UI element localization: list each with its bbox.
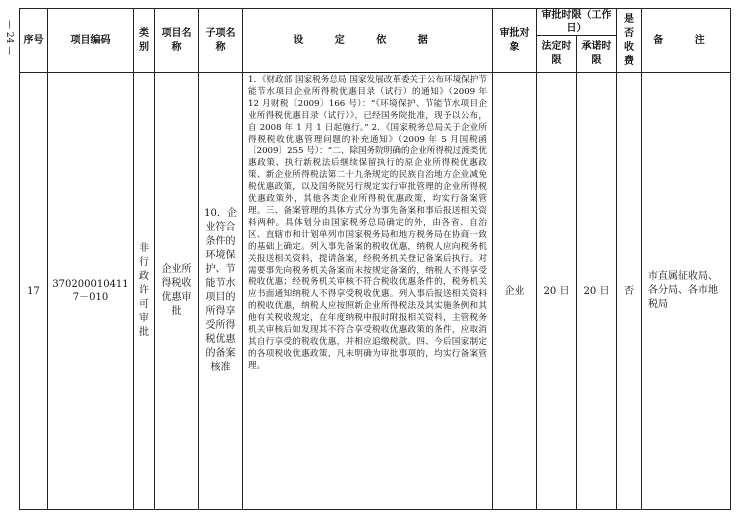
header-remark: 备 注 bbox=[642, 9, 731, 73]
header-category: 类别 bbox=[134, 9, 155, 73]
header-seq: 序号 bbox=[20, 9, 48, 73]
cell-legal-limit: 20 日 bbox=[537, 73, 577, 510]
cell-item-name: 企业所得税收优惠审批 bbox=[155, 73, 199, 510]
page-number: — 24 — bbox=[4, 20, 14, 56]
header-target: 审批对象 bbox=[493, 9, 537, 73]
header-promise-limit: 承诺时限 bbox=[577, 36, 617, 73]
cell-basis: 1．《财政部 国家税务总局 国家发展改革委关于公布环境保护节能节水项目企业所得税优惠目录（试行）的通知》（2009 年 12 月财税〔2009〕166 号）：“《环境保护、节能节水项目企业所得税优惠目录（试行）》，已经国务院批准，现予以公布，自 2008 年 1 月 1 日起施行。” 2．《国家税务总局关于企业所得税税收优惠管理问题的补充通知》（2009 年 5 月国税函〔2009〕255 号）：“二、除国务院明确的企业所得税过渡类优惠政策、执行新税法后继续保留执行的原企业所得税优惠政策、新企业所得税法第二十九条规定的民族自治地方企业减免税优惠政策，以及国务院另行规定实行审批管理的企业所得税优惠政策外，其他各类企业所得税优惠政策，均实行备案管理。三、备案管理的具体方式分为事先备案和事后报送相关资料两种。具体划分由国家税务总局确定的外，由各省、自治区、直辖市和计划单列市国家税务局和地方税务局在协商一致的基础上确定。列入事先备案的税收优惠，纳税人应向税务机关报送相关资料，提请备案，经税务机关登记备案后执行。对需要事先向税务机关备案而未按规定备案的，纳税人不得享受税收优惠；经税务机关审核不符合税收优惠条件的，税务机关应书面通知纳税人不得享受税收优惠。列入事后报送相关资料的税收优惠，纳税人应按照新企业所得税法及其实施条例和其他有关税收规定，在年度纳税申报时附报相关资料，主管税务机关审核后如发现其不符合享受税收优惠政策的条件，应取消其自行享受的税收优惠，并相应追缴税款。四、今后国家制定的各项税收优惠政策，凡未明确为审批事项的，均实行备案管理。 bbox=[243, 73, 493, 510]
cell-category: 非行政许可审批 bbox=[134, 73, 155, 510]
cell-code: 3702000104117－010 bbox=[48, 73, 134, 510]
cell-sub-name: 10．企业符合条件的环境保护、节能节水项目的所得享受所得税优惠的备案核准 bbox=[199, 73, 243, 510]
header-code: 项目编码 bbox=[48, 9, 134, 73]
header-time-limit: 审批时限（工作日） bbox=[537, 9, 617, 36]
header-fee: 是否收费 bbox=[617, 9, 642, 73]
approval-table bbox=[19, 8, 731, 510]
cell-seq: 17 bbox=[20, 73, 48, 510]
cell-fee: 否 bbox=[617, 73, 642, 510]
cell-target: 企业 bbox=[493, 73, 537, 510]
cell-promise-limit: 20 日 bbox=[577, 73, 617, 510]
table-row bbox=[20, 73, 731, 510]
header-basis: 设 定 依 据 bbox=[243, 9, 493, 73]
cell-remark: 市直属征收局、各分局、各市地税局 bbox=[642, 73, 731, 510]
header-legal-limit: 法定时限 bbox=[537, 36, 577, 73]
header-sub-name: 子项名称 bbox=[199, 9, 243, 73]
header-item-name: 项目名称 bbox=[155, 9, 199, 73]
